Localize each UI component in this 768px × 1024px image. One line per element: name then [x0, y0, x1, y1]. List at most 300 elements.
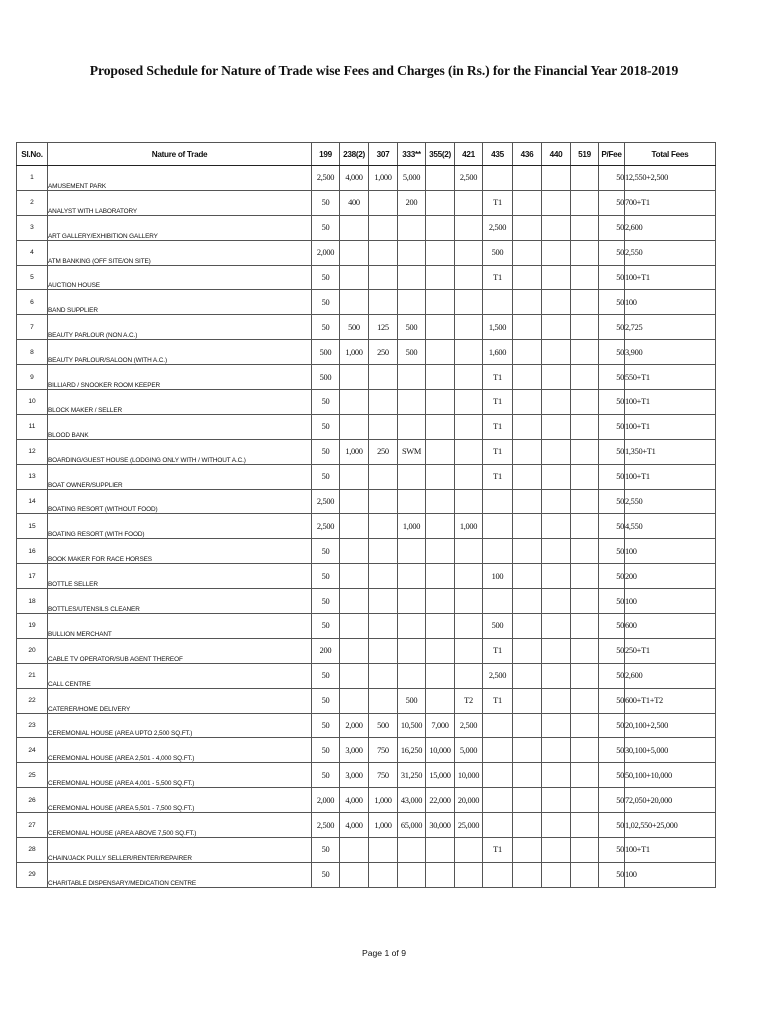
fee-cell [398, 414, 426, 439]
trade-name-cell: BEAUTY PARLOUR/SALOON (WITH A.C.) [48, 340, 312, 365]
trade-name-cell: AMUSEMENT PARK [48, 166, 312, 191]
fee-cell [369, 390, 398, 415]
fee-cell: 2,500 [455, 166, 483, 191]
fee-cell: 50 [312, 464, 340, 489]
fee-cell: 16,250 [398, 738, 426, 763]
fee-cell [426, 166, 455, 191]
fee-cell [369, 464, 398, 489]
fee-cell [340, 215, 369, 240]
fee-cell [455, 390, 483, 415]
serial-number-cell: 6 [17, 290, 48, 315]
trade-name-cell: CABLE TV OPERATOR/SUB AGENT THEREOF [48, 638, 312, 663]
trade-name-cell: AUCTION HOUSE [48, 265, 312, 290]
pfee-cell: 50 [599, 862, 625, 887]
fee-cell [340, 265, 369, 290]
fee-cell: 50 [312, 614, 340, 639]
pfee-cell: 50 [599, 265, 625, 290]
fee-cell [542, 763, 571, 788]
serial-number-cell: 17 [17, 564, 48, 589]
fee-cell: 31,250 [398, 763, 426, 788]
fee-cell [513, 589, 542, 614]
total-fees-cell: 100+T1 [625, 838, 716, 863]
fee-cell [398, 215, 426, 240]
column-header: 435 [483, 143, 513, 166]
fee-cell: 22,000 [426, 788, 455, 813]
trade-name-cell: BOATING RESORT (WITH FOOD) [48, 514, 312, 539]
total-fees-cell: 50,100+10,000 [625, 763, 716, 788]
table-row [17, 663, 716, 688]
total-fees-cell: 250+T1 [625, 638, 716, 663]
fee-cell [542, 564, 571, 589]
fee-cell [398, 862, 426, 887]
total-fees-cell: 72,050+20,000 [625, 788, 716, 813]
fee-cell [513, 813, 542, 838]
fee-cell: 10,000 [426, 738, 455, 763]
fee-cell [340, 365, 369, 390]
fee-cell [571, 838, 599, 863]
fee-cell [571, 315, 599, 340]
fee-cell [455, 265, 483, 290]
fee-cell [398, 663, 426, 688]
fee-cell [369, 589, 398, 614]
fee-cell [426, 390, 455, 415]
fee-cell: 500 [312, 365, 340, 390]
pfee-cell: 50 [599, 738, 625, 763]
fee-cell: 3,000 [340, 738, 369, 763]
table-row [17, 464, 716, 489]
fee-cell [398, 539, 426, 564]
fee-cell [340, 414, 369, 439]
trade-name-cell: ATM BANKING (OFF SITE/ON SITE) [48, 240, 312, 265]
fee-cell [426, 265, 455, 290]
total-fees-cell: 4,550 [625, 514, 716, 539]
fee-cell [542, 713, 571, 738]
fee-cell [483, 813, 513, 838]
serial-number-cell: 3 [17, 215, 48, 240]
fee-cell [542, 265, 571, 290]
fee-cell [571, 390, 599, 415]
fee-cell [398, 838, 426, 863]
fee-cell [513, 464, 542, 489]
total-fees-cell: 100 [625, 539, 716, 564]
fee-cell [426, 414, 455, 439]
fee-cell: 5,000 [398, 166, 426, 191]
fee-cell [571, 414, 599, 439]
total-fees-cell: 2,550 [625, 240, 716, 265]
fee-cell: 50 [312, 838, 340, 863]
total-fees-cell: 1,02,550+25,000 [625, 813, 716, 838]
fee-cell: T2 [455, 688, 483, 713]
pfee-cell: 50 [599, 290, 625, 315]
column-header: 333** [398, 143, 426, 166]
total-fees-cell: 2,600 [625, 215, 716, 240]
fee-cell [369, 564, 398, 589]
total-fees-cell: 2,550 [625, 489, 716, 514]
trade-name-cell: BULLION MERCHANT [48, 614, 312, 639]
fee-cell [369, 514, 398, 539]
fee-cell [455, 215, 483, 240]
column-header: 436 [513, 143, 542, 166]
fee-cell [513, 713, 542, 738]
table-row [17, 514, 716, 539]
trade-name-cell: BOARDING/GUEST HOUSE (LODGING ONLY WITH / WITHOUT A.C.) [48, 439, 312, 464]
fee-cell [369, 290, 398, 315]
table-row [17, 813, 716, 838]
fee-cell [542, 638, 571, 663]
fee-cell: 25,000 [455, 813, 483, 838]
trade-name-cell: ART GALLERY/EXHIBITION GALLERY [48, 215, 312, 240]
fee-cell: 2,000 [340, 713, 369, 738]
fee-cell [542, 663, 571, 688]
total-fees-cell: 100+T1 [625, 265, 716, 290]
fee-cell: 500 [369, 713, 398, 738]
fee-cell [542, 315, 571, 340]
trade-name-cell: BOATING RESORT (WITHOUT FOOD) [48, 489, 312, 514]
fee-cell [369, 688, 398, 713]
fee-cell [513, 564, 542, 589]
fee-cell [369, 414, 398, 439]
total-fees-cell: 100+T1 [625, 390, 716, 415]
fee-cell [426, 862, 455, 887]
fee-cell [513, 763, 542, 788]
fee-cell [340, 614, 369, 639]
fee-cell: 200 [312, 638, 340, 663]
document-title: Proposed Schedule for Nature of Trade wise Fees and Charges (in Rs.) for the Financial Year 2018-2019 [89, 63, 679, 78]
fee-cell [426, 589, 455, 614]
table-row [17, 414, 716, 439]
fee-cell [542, 489, 571, 514]
fee-cell [483, 514, 513, 539]
serial-number-cell: 19 [17, 614, 48, 639]
pfee-cell: 50 [599, 614, 625, 639]
fee-cell: 2,500 [483, 215, 513, 240]
fee-cell: 50 [312, 564, 340, 589]
fee-cell [513, 166, 542, 191]
total-fees-cell: 600 [625, 614, 716, 639]
fee-cell [571, 862, 599, 887]
total-fees-cell: 100 [625, 862, 716, 887]
serial-number-cell: 11 [17, 414, 48, 439]
pfee-cell: 50 [599, 663, 625, 688]
total-fees-cell: 20,100+2,500 [625, 713, 716, 738]
total-fees-cell: 3,900 [625, 340, 716, 365]
trade-name-cell: CEREMONIAL HOUSE (AREA UPTO 2,500 SQ.FT.) [48, 713, 312, 738]
total-fees-cell: 200 [625, 564, 716, 589]
table-row [17, 439, 716, 464]
fee-cell [369, 489, 398, 514]
total-fees-cell: 100+T1 [625, 464, 716, 489]
fee-cell [398, 365, 426, 390]
trade-name-cell: BOTTLES/UTENSILS CLEANER [48, 589, 312, 614]
total-fees-cell: 550+T1 [625, 365, 716, 390]
fee-cell [513, 265, 542, 290]
fee-cell: 4,000 [340, 166, 369, 191]
fee-cell [483, 539, 513, 564]
serial-number-cell: 13 [17, 464, 48, 489]
fee-cell: 10,000 [455, 763, 483, 788]
fee-cell [513, 638, 542, 663]
pfee-cell: 50 [599, 838, 625, 863]
serial-number-cell: 29 [17, 862, 48, 887]
fee-cell: 4,000 [340, 788, 369, 813]
fee-cell [398, 564, 426, 589]
fee-cell: T1 [483, 688, 513, 713]
column-header: Total Fees [625, 143, 716, 166]
serial-number-cell: 18 [17, 589, 48, 614]
fee-cell [426, 190, 455, 215]
fee-cell: 1,000 [455, 514, 483, 539]
fee-cell [340, 464, 369, 489]
column-header: Nature of Trade [48, 143, 312, 166]
fees-table [16, 142, 716, 888]
total-fees-cell: 100+T1 [625, 414, 716, 439]
fee-cell [426, 489, 455, 514]
trade-name-cell: CALL CENTRE [48, 663, 312, 688]
fee-cell [483, 166, 513, 191]
serial-number-cell: 8 [17, 340, 48, 365]
pfee-cell: 50 [599, 166, 625, 191]
fee-cell [513, 663, 542, 688]
fee-cell [340, 564, 369, 589]
fee-cell [542, 614, 571, 639]
fee-cell [455, 464, 483, 489]
fee-cell: 4,000 [340, 813, 369, 838]
column-header: P/Fee [599, 143, 625, 166]
fee-cell [571, 713, 599, 738]
fee-cell [483, 290, 513, 315]
pfee-cell: 50 [599, 414, 625, 439]
serial-number-cell: 20 [17, 638, 48, 663]
fee-cell: 400 [340, 190, 369, 215]
fee-cell [513, 190, 542, 215]
fee-cell: 50 [312, 763, 340, 788]
fee-cell [455, 439, 483, 464]
fee-cell: 15,000 [426, 763, 455, 788]
total-fees-cell: 2,600 [625, 663, 716, 688]
fee-cell [455, 838, 483, 863]
table-row [17, 489, 716, 514]
fee-cell [369, 838, 398, 863]
serial-number-cell: 28 [17, 838, 48, 863]
fee-cell [513, 738, 542, 763]
fee-cell [542, 290, 571, 315]
pfee-cell: 50 [599, 439, 625, 464]
fee-cell: 2,500 [312, 813, 340, 838]
fee-cell [455, 638, 483, 663]
fee-cell [571, 589, 599, 614]
trade-name-cell: CHAIN/JACK PULLY SELLER/RENTER/REPAIRER [48, 838, 312, 863]
fee-cell [571, 365, 599, 390]
trade-name-cell: BLOOD BANK [48, 414, 312, 439]
fee-cell: 750 [369, 738, 398, 763]
fee-cell [571, 564, 599, 589]
serial-number-cell: 9 [17, 365, 48, 390]
fee-cell [513, 489, 542, 514]
fee-cell [571, 265, 599, 290]
fee-cell [513, 688, 542, 713]
fee-cell: 2,000 [312, 788, 340, 813]
fee-cell [483, 738, 513, 763]
fee-cell [513, 614, 542, 639]
fee-cell [513, 862, 542, 887]
fee-cell [513, 390, 542, 415]
serial-number-cell: 25 [17, 763, 48, 788]
fee-cell [369, 663, 398, 688]
fee-cell: 2,500 [312, 514, 340, 539]
fee-cell [398, 489, 426, 514]
table-row [17, 862, 716, 887]
serial-number-cell: 7 [17, 315, 48, 340]
pfee-cell: 50 [599, 688, 625, 713]
serial-number-cell: 12 [17, 439, 48, 464]
fee-cell: 7,000 [426, 713, 455, 738]
fee-cell [542, 166, 571, 191]
fee-cell [483, 862, 513, 887]
fee-cell [340, 688, 369, 713]
table-row [17, 539, 716, 564]
serial-number-cell: 14 [17, 489, 48, 514]
fee-cell [483, 589, 513, 614]
pfee-cell: 50 [599, 514, 625, 539]
fee-cell [426, 340, 455, 365]
fee-cell [542, 688, 571, 713]
fee-cell: 65,000 [398, 813, 426, 838]
fee-cell [513, 240, 542, 265]
fee-cell [398, 614, 426, 639]
pfee-cell: 50 [599, 464, 625, 489]
fee-cell: 50 [312, 539, 340, 564]
fee-cell: 500 [312, 340, 340, 365]
table-row [17, 713, 716, 738]
fee-cell [426, 688, 455, 713]
serial-number-cell: 2 [17, 190, 48, 215]
fee-cell: T1 [483, 638, 513, 663]
serial-number-cell: 1 [17, 166, 48, 191]
trade-name-cell: CEREMONIAL HOUSE (AREA 5,501 - 7,500 SQ.FT.) [48, 788, 312, 813]
fee-cell [398, 464, 426, 489]
pfee-cell: 50 [599, 390, 625, 415]
fee-cell [571, 688, 599, 713]
fee-cell [513, 539, 542, 564]
fee-cell [513, 788, 542, 813]
fee-cell [455, 340, 483, 365]
fee-cell: SWM [398, 439, 426, 464]
fee-cell: 2,000 [312, 240, 340, 265]
fee-cell [542, 414, 571, 439]
fee-cell [426, 365, 455, 390]
fee-cell [571, 489, 599, 514]
fee-cell: 1,000 [398, 514, 426, 539]
serial-number-cell: 21 [17, 663, 48, 688]
fee-cell [571, 788, 599, 813]
total-fees-cell: 30,100+5,000 [625, 738, 716, 763]
fee-cell [483, 489, 513, 514]
fee-cell: 50 [312, 390, 340, 415]
trade-name-cell: CATERER/HOME DELIVERY [48, 688, 312, 713]
trade-name-cell: CEREMONIAL HOUSE (AREA 4,001 - 5,500 SQ.FT.) [48, 763, 312, 788]
serial-number-cell: 26 [17, 788, 48, 813]
fee-cell [455, 190, 483, 215]
pfee-cell: 50 [599, 638, 625, 663]
fee-cell: T1 [483, 439, 513, 464]
fee-cell: T1 [483, 365, 513, 390]
fee-cell: 200 [398, 190, 426, 215]
fee-cell [340, 638, 369, 663]
pfee-cell: 50 [599, 589, 625, 614]
table-row [17, 190, 716, 215]
trade-name-cell: CHARITABLE DISPENSARY/MEDICATION CENTRE [48, 862, 312, 887]
column-header: 355(2) [426, 143, 455, 166]
fee-cell: 500 [483, 240, 513, 265]
fee-cell [426, 240, 455, 265]
serial-number-cell: 15 [17, 514, 48, 539]
fee-cell: 3,000 [340, 763, 369, 788]
table-row [17, 340, 716, 365]
table-row [17, 564, 716, 589]
fee-cell [571, 290, 599, 315]
fee-cell: 30,000 [426, 813, 455, 838]
fee-cell [571, 763, 599, 788]
fee-cell [571, 663, 599, 688]
fee-cell: T1 [483, 265, 513, 290]
fee-cell [455, 414, 483, 439]
fee-cell [426, 638, 455, 663]
table-row [17, 738, 716, 763]
fee-cell [455, 365, 483, 390]
pfee-cell: 50 [599, 564, 625, 589]
fee-cell [455, 489, 483, 514]
fee-cell [542, 464, 571, 489]
trade-name-cell: BLOCK MAKER / SELLER [48, 390, 312, 415]
fee-cell: T1 [483, 838, 513, 863]
serial-number-cell: 5 [17, 265, 48, 290]
fee-cell [542, 514, 571, 539]
fee-cell [426, 539, 455, 564]
fee-cell: 1,600 [483, 340, 513, 365]
fee-cell [455, 862, 483, 887]
fee-cell [398, 390, 426, 415]
fee-cell [571, 464, 599, 489]
fee-cell [455, 663, 483, 688]
fee-cell: 1,000 [340, 439, 369, 464]
trade-name-cell: BILLIARD / SNOOKER ROOM KEEPER [48, 365, 312, 390]
fee-cell: 50 [312, 315, 340, 340]
fee-cell: 500 [340, 315, 369, 340]
fee-cell [455, 315, 483, 340]
fee-cell: 2,500 [483, 663, 513, 688]
fee-cell [340, 290, 369, 315]
page-number: Page 1 of 9 [362, 948, 406, 958]
fee-cell [369, 539, 398, 564]
total-fees-cell: 100 [625, 290, 716, 315]
pfee-cell: 50 [599, 763, 625, 788]
fee-cell [513, 365, 542, 390]
table-row [17, 365, 716, 390]
fee-cell [426, 215, 455, 240]
fee-cell [398, 638, 426, 663]
fee-cell [483, 763, 513, 788]
fee-cell [571, 340, 599, 365]
pfee-cell: 50 [599, 340, 625, 365]
fee-cell: 50 [312, 738, 340, 763]
column-header: 440 [542, 143, 571, 166]
fee-cell [542, 439, 571, 464]
fee-cell [398, 240, 426, 265]
pfee-cell: 50 [599, 215, 625, 240]
fee-cell: 50 [312, 439, 340, 464]
total-fees-cell: 700+T1 [625, 190, 716, 215]
trade-name-cell: CEREMONIAL HOUSE (AREA ABOVE 7,500 SQ.FT.) [48, 813, 312, 838]
